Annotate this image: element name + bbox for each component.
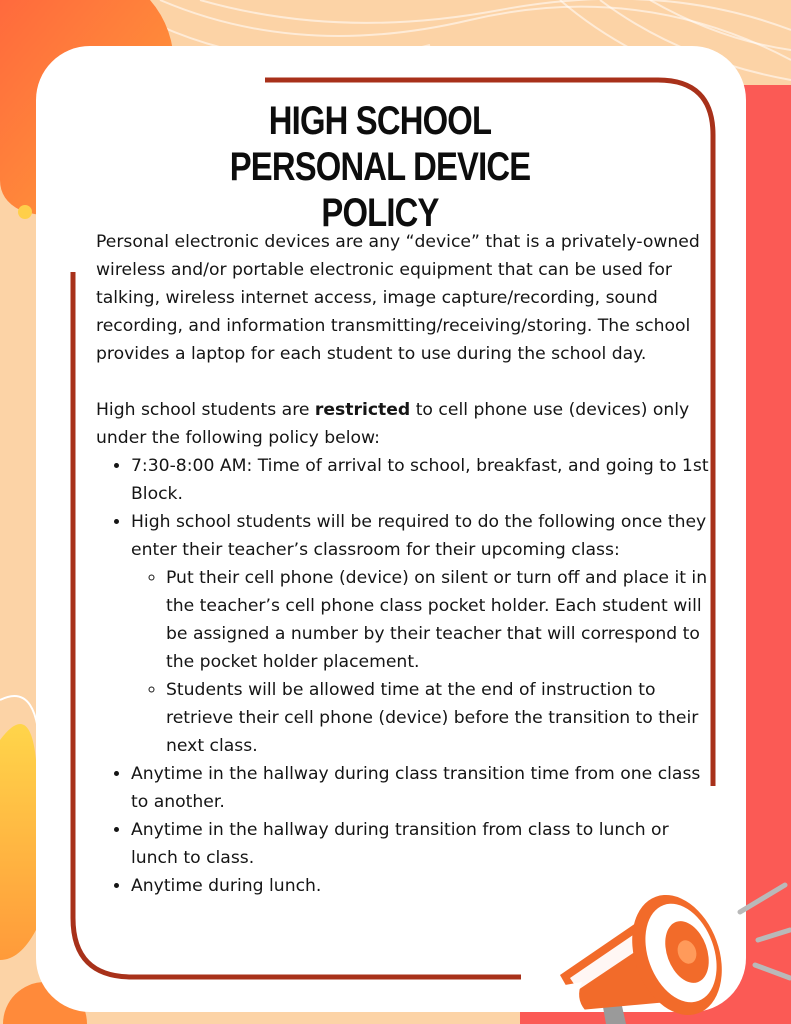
title-line-1: HIGH SCHOOL: [268, 99, 492, 143]
title-line-2: PERSONAL DEVICE POLICY: [229, 145, 531, 235]
list-item: • Anytime in the hallway during transition from class to lunch or lunch to class.: [131, 816, 716, 872]
megaphone-icon: [540, 860, 791, 1024]
list-item: • Anytime in the hallway during class transition time from one class to another.: [131, 760, 716, 816]
list-item: • Anytime during lunch.: [131, 872, 716, 900]
policy-content: [96, 228, 716, 900]
sub-list-item: ◦ Put their cell phone (device) on silent or turn off and place it in the teacher’s cell phone class pocket holder. Each student will be assigned a number by their teacher that will correspond to the pocket holder placement.: [166, 564, 716, 676]
page-title: [191, 98, 568, 236]
restricted-emphasis: restricted: [314, 400, 411, 420]
sub-list-item: ◦ Students will be allowed time at the end of instruction to retrieve their cell phone (device) before the transition to their next class.: [166, 676, 716, 760]
left-yellow-shape: [0, 724, 36, 960]
intro-paragraph: Personal electronic devices are any “device” that is a privately-owned wireless and/or portable electronic equipment that can be used for talking, wireless internet access, image capture/recording, sound recording, and information transmitting/receiving/storing. The school provides a laptop for each student to use during the school day.: [96, 232, 700, 364]
sub-list: [131, 564, 716, 760]
list-item: • High school students will be required to do the following once they enter their teacher’s classroom for their upcoming class: ◦ Put their cell phone (device) on silent or turn off and place it in the teacher’s cell phone class pocket holder. Each student will be assigned a number by their teacher that will correspond to the pocket holder placement. ◦ Students will be allowed time at the end of instruction to retrieve their cell phone (device) before the transition to their next class.: [131, 508, 716, 760]
list-item: • 7:30-8:00 AM: Time of arrival to school, breakfast, and going to 1st Block.: [131, 452, 716, 508]
policy-list: [96, 452, 716, 900]
policy-lead: High school students are restricted to cell phone use (devices) only under the following policy below:: [96, 400, 690, 448]
